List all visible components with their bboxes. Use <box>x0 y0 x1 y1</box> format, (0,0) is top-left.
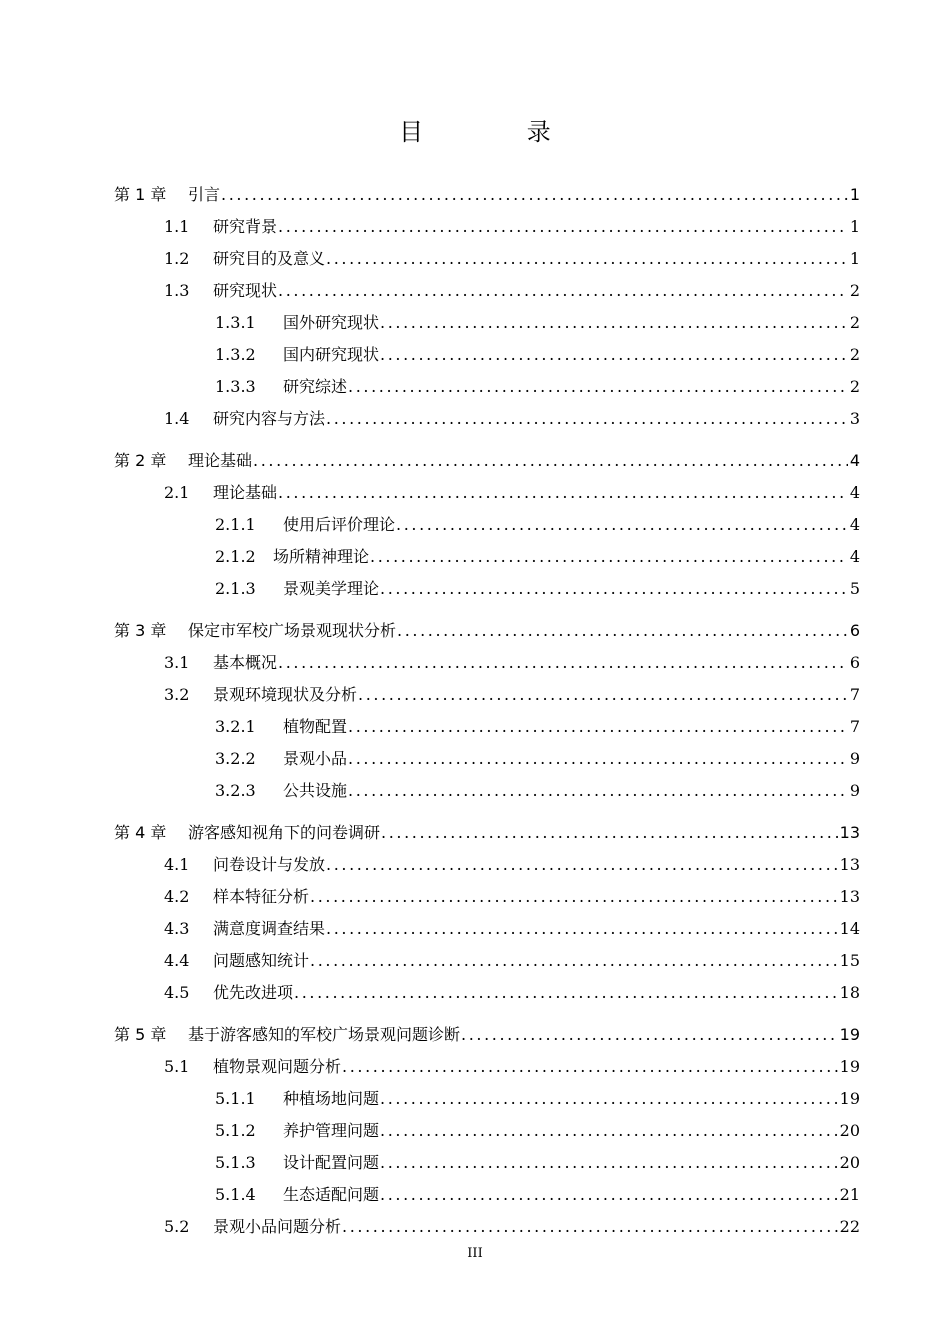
toc-entry-title: 场所精神理论 <box>273 547 370 566</box>
toc-entry-number: 4.3 <box>164 919 190 938</box>
toc-dot-leader <box>379 1119 838 1143</box>
toc-entry-page: 9 <box>849 781 860 800</box>
toc-entry-number: 5.1.1 <box>215 1089 256 1108</box>
toc-entry-page: 18 <box>839 983 860 1002</box>
toc-entry-title: 景观美学理论 <box>283 579 380 598</box>
toc-entry-title: 引言 <box>188 185 221 204</box>
toc-entry-number: 3.2.2 <box>215 749 256 768</box>
toc-subsection-entry[interactable] <box>215 375 860 399</box>
toc-entry-page: 13 <box>839 887 860 906</box>
toc-entry-title: 养护管理问题 <box>283 1121 380 1140</box>
toc-entry-title: 研究现状 <box>213 281 278 300</box>
toc-chapter-entry[interactable] <box>114 449 860 473</box>
toc-dot-leader <box>341 1215 838 1239</box>
toc-entry-title: 游客感知视角下的问卷调研 <box>188 823 381 842</box>
toc-entry-page: 4 <box>849 547 860 566</box>
toc-entry-title: 研究背景 <box>213 217 278 236</box>
toc-dot-leader <box>341 1055 838 1079</box>
toc-entry-title: 景观小品 <box>283 749 348 768</box>
toc-section-entry[interactable] <box>164 1215 860 1239</box>
toc-section-entry[interactable] <box>164 949 860 973</box>
toc-entry-page: 6 <box>849 653 860 672</box>
toc-chapter-entry[interactable] <box>114 1023 860 1047</box>
toc-subsection-entry[interactable] <box>215 1183 860 1207</box>
toc-dot-leader <box>277 279 848 303</box>
toc-entry-number: 4.2 <box>164 887 190 906</box>
toc-entry-page: 13 <box>839 823 860 842</box>
toc-entry-title: 优先改进项 <box>213 983 294 1002</box>
toc-dot-leader <box>379 1183 838 1207</box>
toc-entry-title: 公共设施 <box>283 781 348 800</box>
toc-entry-page: 21 <box>839 1185 860 1204</box>
toc-title: 目 录 <box>399 118 599 146</box>
toc-entry-page: 15 <box>839 951 860 970</box>
toc-entry-number: 5.2 <box>164 1217 190 1236</box>
toc-entry-title: 研究内容与方法 <box>213 409 326 428</box>
toc-entry-title: 设计配置问题 <box>283 1153 380 1172</box>
toc-section-entry[interactable] <box>164 981 860 1005</box>
toc-dot-leader <box>325 853 838 877</box>
toc-section-entry[interactable] <box>164 279 860 303</box>
toc-dot-leader <box>396 619 848 643</box>
toc-entry-number: 1.4 <box>164 409 190 428</box>
toc-subsection-entry[interactable] <box>215 1119 860 1143</box>
toc-entry-page: 7 <box>849 717 860 736</box>
toc-entry-page: 20 <box>839 1121 860 1140</box>
toc-entry-page: 19 <box>839 1025 860 1044</box>
toc-entry-page: 7 <box>849 685 860 704</box>
toc-section-entry[interactable] <box>164 917 860 941</box>
toc-entry-title: 国外研究现状 <box>283 313 380 332</box>
toc-entry-title: 使用后评价理论 <box>283 515 396 534</box>
toc-entry-number: 第 5 章 <box>114 1025 167 1044</box>
page-number-footer: III <box>467 1246 483 1261</box>
toc-entry-number: 1.3.3 <box>215 377 256 396</box>
toc-entry-number: 4.4 <box>164 951 190 970</box>
toc-entry-number: 第 1 章 <box>114 185 167 204</box>
toc-entry-page: 14 <box>839 919 860 938</box>
toc-entry-number: 1.3.1 <box>215 313 256 332</box>
toc-subsection-entry[interactable] <box>215 747 860 771</box>
toc-entry-page: 5 <box>849 579 860 598</box>
toc-dot-leader <box>379 343 848 367</box>
toc-subsection-entry[interactable] <box>215 1151 860 1175</box>
toc-section-entry[interactable] <box>164 683 860 707</box>
toc-entry-title: 景观环境现状及分析 <box>213 685 358 704</box>
toc-section-entry[interactable] <box>164 247 860 271</box>
toc-dot-leader <box>347 779 848 803</box>
toc-entry-number: 3.2 <box>164 685 190 704</box>
toc-entry-number: 2.1.2 <box>215 547 256 566</box>
toc-entry-title: 问题感知统计 <box>213 951 310 970</box>
toc-entry-page: 2 <box>849 313 860 332</box>
toc-entry-page: 2 <box>849 345 860 364</box>
toc-dot-leader <box>325 407 848 431</box>
toc-entry-title: 植物景观问题分析 <box>213 1057 342 1076</box>
toc-entry-number: 第 2 章 <box>114 451 167 470</box>
toc-entry-page: 20 <box>839 1153 860 1172</box>
toc-dot-leader <box>277 481 848 505</box>
toc-entry-title: 基于游客感知的军校广场景观问题诊断 <box>188 1025 461 1044</box>
toc-entry-number: 1.2 <box>164 249 190 268</box>
toc-subsection-entry[interactable] <box>215 577 860 601</box>
toc-dot-leader <box>357 683 848 707</box>
toc-entry-number: 3.1 <box>164 653 190 672</box>
toc-entry-title: 研究综述 <box>283 377 348 396</box>
toc-dot-leader <box>293 981 838 1005</box>
toc-entry-page: 1 <box>849 217 860 236</box>
toc-dot-leader <box>379 1151 838 1175</box>
toc-entry-page: 22 <box>839 1217 860 1236</box>
toc-dot-leader <box>309 949 838 973</box>
toc-entry-title: 基本概况 <box>213 653 278 672</box>
toc-subsection-entry[interactable] <box>215 545 860 569</box>
toc-section-entry[interactable] <box>164 407 860 431</box>
toc-entry-page: 19 <box>839 1089 860 1108</box>
toc-entry-number: 4.1 <box>164 855 190 874</box>
toc-entry-page: 6 <box>849 621 860 640</box>
toc-subsection-entry[interactable] <box>215 311 860 335</box>
toc-dot-leader <box>380 821 838 845</box>
toc-entry-page: 2 <box>849 281 860 300</box>
toc-dot-leader <box>460 1023 838 1047</box>
toc-dot-leader <box>325 917 838 941</box>
toc-entry-page: 19 <box>839 1057 860 1076</box>
toc-entry-page: 4 <box>849 451 860 470</box>
toc-entry-page: 9 <box>849 749 860 768</box>
toc-section-entry[interactable] <box>164 1055 860 1079</box>
toc-entry-number: 5.1.2 <box>215 1121 256 1140</box>
toc-dot-leader <box>347 715 848 739</box>
toc-section-entry[interactable] <box>164 651 860 675</box>
toc-chapter-entry[interactable] <box>114 183 860 207</box>
toc-section-entry[interactable] <box>164 215 860 239</box>
toc-section-entry[interactable] <box>164 885 860 909</box>
toc-chapter-entry[interactable] <box>114 821 860 845</box>
toc-entry-page: 4 <box>849 483 860 502</box>
toc-entry-page: 1 <box>849 249 860 268</box>
toc-entry-title: 国内研究现状 <box>283 345 380 364</box>
toc-chapter-entry[interactable] <box>114 619 860 643</box>
toc-entry-page: 3 <box>849 409 860 428</box>
toc-entry-title: 生态适配问题 <box>283 1185 380 1204</box>
toc-entry-title: 种植场地问题 <box>283 1089 380 1108</box>
toc-section-entry[interactable] <box>164 481 860 505</box>
toc-entry-title: 研究目的及意义 <box>213 249 326 268</box>
toc-entry-number: 1.1 <box>164 217 190 236</box>
toc-entry-number: 5.1.4 <box>215 1185 256 1204</box>
toc-entry-title: 景观小品问题分析 <box>213 1217 342 1236</box>
toc-entry-number: 2.1.1 <box>215 515 256 534</box>
toc-subsection-entry[interactable] <box>215 343 860 367</box>
toc-entry-number: 2.1.3 <box>215 579 256 598</box>
toc-entry-number: 第 4 章 <box>114 823 167 842</box>
toc-entry-number: 4.5 <box>164 983 190 1002</box>
toc-subsection-entry[interactable] <box>215 715 860 739</box>
toc-dot-leader <box>379 311 848 335</box>
toc-entry-title: 问卷设计与发放 <box>213 855 326 874</box>
toc-entry-title: 理论基础 <box>213 483 278 502</box>
toc-entry-title: 植物配置 <box>283 717 348 736</box>
toc-entry-page: 1 <box>849 185 860 204</box>
toc-dot-leader <box>325 247 848 271</box>
toc-dot-leader <box>347 375 848 399</box>
toc-subsection-entry[interactable] <box>215 779 860 803</box>
toc-entry-page: 13 <box>839 855 860 874</box>
toc-dot-leader <box>309 885 838 909</box>
toc-entry-number: 3.2.3 <box>215 781 256 800</box>
toc-section-entry[interactable] <box>164 853 860 877</box>
toc-dot-leader <box>277 651 848 675</box>
toc-subsection-entry[interactable] <box>215 1087 860 1111</box>
toc-dot-leader <box>379 1087 838 1111</box>
toc-entry-number: 第 3 章 <box>114 621 167 640</box>
toc-dot-leader <box>395 513 848 537</box>
toc-entry-number: 3.2.1 <box>215 717 256 736</box>
toc-entry-number: 5.1 <box>164 1057 190 1076</box>
toc-entry-number: 2.1 <box>164 483 190 502</box>
toc-entry-title: 理论基础 <box>188 451 253 470</box>
toc-dot-leader <box>277 215 848 239</box>
toc-entry-title: 保定市军校广场景观现状分析 <box>188 621 397 640</box>
toc-entry-number: 1.3 <box>164 281 190 300</box>
toc-entry-title: 满意度调查结果 <box>213 919 326 938</box>
toc-dot-leader <box>369 545 848 569</box>
toc-dot-leader <box>220 183 848 207</box>
toc-dot-leader <box>379 577 848 601</box>
toc-dot-leader <box>347 747 848 771</box>
toc-entry-number: 5.1.3 <box>215 1153 256 1172</box>
toc-entry-page: 2 <box>849 377 860 396</box>
toc-entry-number: 1.3.2 <box>215 345 256 364</box>
toc-dot-leader <box>252 449 848 473</box>
toc-subsection-entry[interactable] <box>215 513 860 537</box>
toc-entry-page: 4 <box>849 515 860 534</box>
toc-entry-title: 样本特征分析 <box>213 887 310 906</box>
